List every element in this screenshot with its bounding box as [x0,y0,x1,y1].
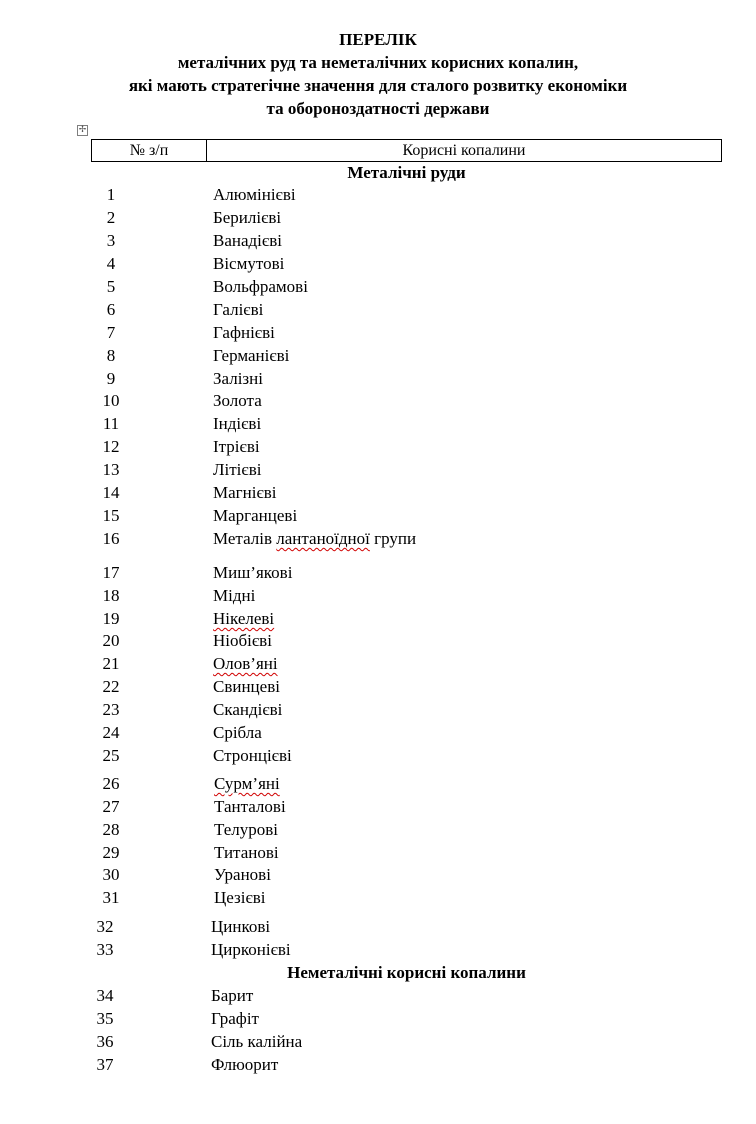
item-name: Нікелеві [213,609,275,628]
list-item [91,630,722,652]
list-item [91,345,722,367]
list-item [91,276,722,298]
list-item [85,916,722,938]
list-item [85,939,722,961]
item-name: Графіт [211,1009,259,1028]
table-header-row [91,139,722,162]
item-name: Залізні [213,369,263,388]
document-title [0,28,756,120]
item-name: Миш’якові [213,563,293,582]
item-name: Сурм’яні [214,774,280,793]
list-item [91,819,722,841]
list-item [85,1031,722,1053]
item-number: 12 [102,437,120,456]
item-number: 32 [96,917,114,936]
item-name: Вісмутові [213,254,285,273]
item-name: Флюорит [211,1055,279,1074]
item-number: 17 [102,563,120,582]
header-number: № з/п [92,140,207,161]
item-name: Золота [213,391,262,410]
item-number: 14 [102,483,120,502]
item-number: 25 [102,746,120,765]
list-item [91,887,722,909]
item-number: 7 [106,323,116,342]
item-number: 35 [96,1009,114,1028]
item-name: Цирконієві [211,940,291,959]
list-item [85,1054,722,1076]
item-name: Уранові [214,865,271,884]
list-item [91,528,722,550]
item-number: 10 [102,391,120,410]
item-number: 11 [102,414,120,433]
list-item [91,436,722,458]
title-line-2: металічних руд та неметалічних корисних копалин, [177,53,579,72]
list-item [91,413,722,435]
list-item [91,699,722,721]
item-name: Цинкові [211,917,271,936]
section-heading-metallic: Металічні руди [347,163,466,182]
list-item [91,585,722,607]
list-item [91,482,722,504]
item-name: Сіль калійна [211,1032,303,1051]
item-name-part: Металів [213,529,277,548]
item-name: Алюмінієві [213,185,296,204]
item-number: 2 [106,208,116,227]
list-item [91,676,722,698]
item-number: 9 [106,369,116,388]
item-number: 21 [102,654,120,673]
spellcheck-word[interactable]: лантаноїдної [276,529,370,548]
item-number: 30 [102,865,120,884]
list-item [91,230,722,252]
item-number: 23 [102,700,120,719]
item-number: 31 [102,888,120,907]
item-name: Ніобієві [213,631,272,650]
item-name: Барит [211,986,254,1005]
list-item [91,745,722,767]
list-item [91,773,722,795]
title-line-3: які мають стратегічне значення для сталого розвитку економіки [128,76,628,95]
item-number: 36 [96,1032,114,1051]
item-name: Германієві [213,346,290,365]
item-number: 19 [102,609,120,628]
list-item [91,796,722,818]
item-name [213,528,416,550]
item-number: 8 [106,346,116,365]
item-number: 5 [106,277,116,296]
item-number: 26 [102,774,120,793]
list-item [91,459,722,481]
item-name: Телурові [214,820,279,839]
item-name: Гафнієві [213,323,275,342]
item-name: Стронцієві [213,746,292,765]
item-name: Свинцеві [213,677,280,696]
item-name: Літієві [213,460,262,479]
item-number: 37 [96,1055,114,1074]
list-item [91,390,722,412]
item-name: Ванадієві [213,231,282,250]
list-item [91,368,722,390]
item-number: 1 [106,185,116,204]
item-name: Магнієві [213,483,277,502]
item-number: 34 [96,986,114,1005]
item-number: 4 [106,254,116,273]
item-name: Скандієві [213,700,283,719]
item-number: 33 [96,940,114,959]
item-name: Цезієві [214,888,266,907]
item-name: Марганцеві [213,506,298,525]
item-number: 3 [106,231,116,250]
list-item [91,864,722,886]
item-name: Індієві [213,414,262,433]
list-item [85,1008,722,1030]
item-number: 24 [102,723,120,742]
item-name: Мідні [213,586,256,605]
item-name: Галієві [213,300,264,319]
item-number: 22 [102,677,120,696]
item-number: 13 [102,460,120,479]
list-item [91,207,722,229]
item-name: Срібла [213,723,262,742]
item-name-part: групи [369,529,417,548]
title-line-1: ПЕРЕЛІК [339,30,417,49]
item-number: 6 [106,300,116,319]
item-number: 20 [102,631,120,650]
list-item [91,562,722,584]
item-name: Ітрієві [213,437,260,456]
item-number: 27 [102,797,120,816]
item-name: Берилієві [213,208,282,227]
list-item [91,299,722,321]
list-item [91,842,722,864]
item-name: Танталові [214,797,286,816]
move-cross-icon[interactable]: ✢ [78,125,87,135]
title-line-4: та обороноздатності держави [266,99,490,118]
list-item [91,608,722,630]
item-name: Вольфрамові [213,277,308,296]
item-number: 16 [102,529,120,548]
item-number: 28 [102,820,120,839]
list-item [91,505,722,527]
list-item [91,653,722,675]
item-number: 18 [102,586,120,605]
item-number: 15 [102,506,120,525]
list-item [91,184,722,206]
list-item [91,722,722,744]
section-heading-nonmetallic: Неметалічні корисні копалини [287,963,526,982]
item-name: Титанові [214,843,279,862]
list-item [85,985,722,1007]
header-minerals: Корисні копалини [402,142,526,159]
list-item [91,253,722,275]
list-item [91,322,722,344]
item-number: 29 [102,843,120,862]
item-name: Олов’яні [213,654,278,673]
